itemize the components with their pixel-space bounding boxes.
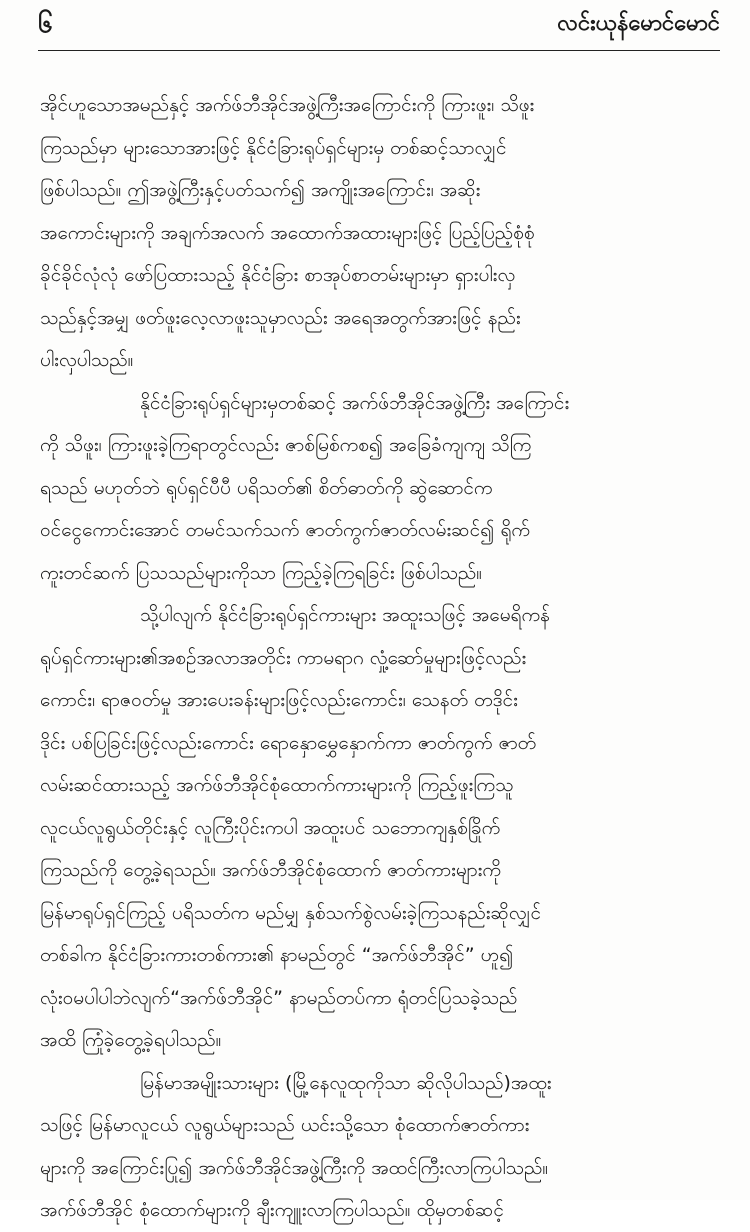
text-line: လမ်းဆင်ထားသည့် အက်ဖ်ဘီအိုင်စုံထောက်ကားများကို ကြည့်ဖူးကြသူ: [40, 774, 514, 796]
page-number: ၆: [38, 9, 53, 39]
text-line: အကောင်းများကို အချက်အလက် အထောက်အထားများဖြင့် ပြည့်ပြည့်စုံစုံ: [40, 221, 535, 244]
text-line: ကြသည်မှာ များသောအားဖြင့် နိုင်ငံခြားရုပ်ရှင်များမှ တစ်ဆင့်သာလျှင်: [40, 136, 507, 159]
text-line: ကူးတင်ဆက် ပြသသည်များကိုသာ ကြည့်ခဲ့ကြရခြင်း ဖြစ်ပါသည်။: [40, 561, 483, 584]
text-line: မြန်မာရုပ်ရှင်ကြည့် ပရိသတ်က မည်မျှ နှစ်သက်စွဲလမ်းခဲ့ကြသနည်းဆိုလျှင်: [40, 901, 542, 924]
text-line: ပါးလှပါသည်။: [40, 349, 134, 371]
text-line: သို့ပါလျက် နိုင်ငံခြားရုပ်ရှင်ကားများ အထူးသဖြင့် အမေရိကန်: [140, 604, 550, 626]
text-line: အထိ ကြုံခဲ့တွေ့ခဲ့ရပါသည်။: [40, 1029, 222, 1051]
text-line: များကို အကြောင်းပြု၍ အက်ဖ်ဘီအိုင်အဖွဲ့ကြီးကို အထင်ကြီးလာကြပါသည်။: [40, 1156, 549, 1179]
text-line: ကြသည်ကို တွေ့ခဲ့ရသည်။ အက်ဖ်ဘီအိုင်စုံထောက် ဇာတ်ကားများကို: [40, 859, 502, 881]
text-line: ရုပ်ရှင်ကားများ၏အစဉ်အလာအတိုင်း ကာမရာဂ လှုံ့ဆော်မှုများဖြင့်လည်း: [40, 646, 527, 669]
text-line: လုံးဝမပါပါဘဲလျက်“အက်ဖ်ဘီအိုင်” နာမည်တပ်ကာ ရုံတင်ပြသခဲ့သည်: [40, 986, 518, 1009]
text-line: မြန်မာအမျိုးသားများ (မြို့နေလူထုကိုသာ ဆိုလိုပါသည်)အထူး: [140, 1071, 552, 1094]
text-line: နိုင်ငံခြားရုပ်ရှင်များမှတစ်ဆင့် အက်ဖ်ဘီအိုင်အဖွဲ့ကြီး အကြောင်း: [140, 391, 570, 414]
text-line: ကောင်း၊ ရာဇဝတ်မှု အားပေးခန်းများဖြင့်လည်းကောင်း၊ သေနတ် တဒိုင်း: [40, 689, 518, 711]
text-line: ကို သိဖူး၊ ကြားဖူးခဲ့ကြရာတွင်လည်း ဇာစ်မြစ်ကစ၍ အခြေခံကျကျ သိကြ: [40, 434, 532, 456]
text-line: သဖြင့် မြန်မာလူငယ် လူရွယ်များသည် ယင်းသို့သော စုံထောက်ဇာတ်ကား: [40, 1114, 530, 1136]
header-divider: [38, 50, 720, 51]
text-line: အက်ဖ်ဘီအိုင် စုံထောက်များကို ချီးကျူးလာကြပါသည်။ ထိုမှတစ်ဆင့်: [40, 1199, 504, 1221]
running-title: လင်းယုန်မောင်မောင်: [557, 11, 720, 36]
text-line: ဝင်ငွေကောင်းအောင် တမင်သက်သက် ဇာတ်ကွက်ဇာတ်လမ်းဆင်၍ ရိုက်: [40, 519, 530, 541]
text-line: သည်နှင့်အမျှ ဖတ်ဖူးလေ့လာဖူးသူမှာလည်း အရေအတွက်အားဖြင့် နည်း: [40, 306, 521, 329]
text-line: ခိုင်ခိုင်လုံလုံ ဖော်ပြထားသည့် နိုင်ငံခြား စာအုပ်စာတမ်းများမှာ ရှားပါးလှ: [40, 264, 516, 286]
body-text: [40, 84, 720, 1232]
page-header: [38, 6, 720, 46]
text-line: အိုင်ဟူသောအမည်နှင့် အက်ဖ်ဘီအိုင်အဖွဲ့ကြီးအကြောင်းကို ကြားဖူး၊ သိဖူး: [40, 94, 535, 116]
text-line: ရသည် မဟုတ်ဘဲ ရုပ်ရှင်ပီပီ ပရိသတ်၏ စိတ်ဓာတ်ကို ဆွဲဆောင်က: [40, 476, 493, 499]
text-line: ဒိုင်း ပစ်ပြခြင်းဖြင့်လည်းကောင်း ရောနှောမွှေနှောက်ကာ ဇာတ်ကွက် ဇာတ်: [40, 731, 537, 754]
text-line: ဖြစ်ပါသည်။ ဤအဖွဲ့ကြီးနှင့်ပတ်သက်၍ အကျိုးအကြောင်း၊ အဆိုး: [40, 179, 481, 201]
text-line: တစ်ခါက နိုင်ငံခြားကားတစ်ကား၏ နာမည်တွင် “အက်ဖ်ဘီအိုင်” ဟူ၍: [40, 944, 514, 966]
text-line: လူငယ်လူရွယ်တိုင်းနှင့် လူကြီးပိုင်းကပါ အထူးပင် သဘောကျနှစ်ခြိုက်: [40, 816, 501, 839]
